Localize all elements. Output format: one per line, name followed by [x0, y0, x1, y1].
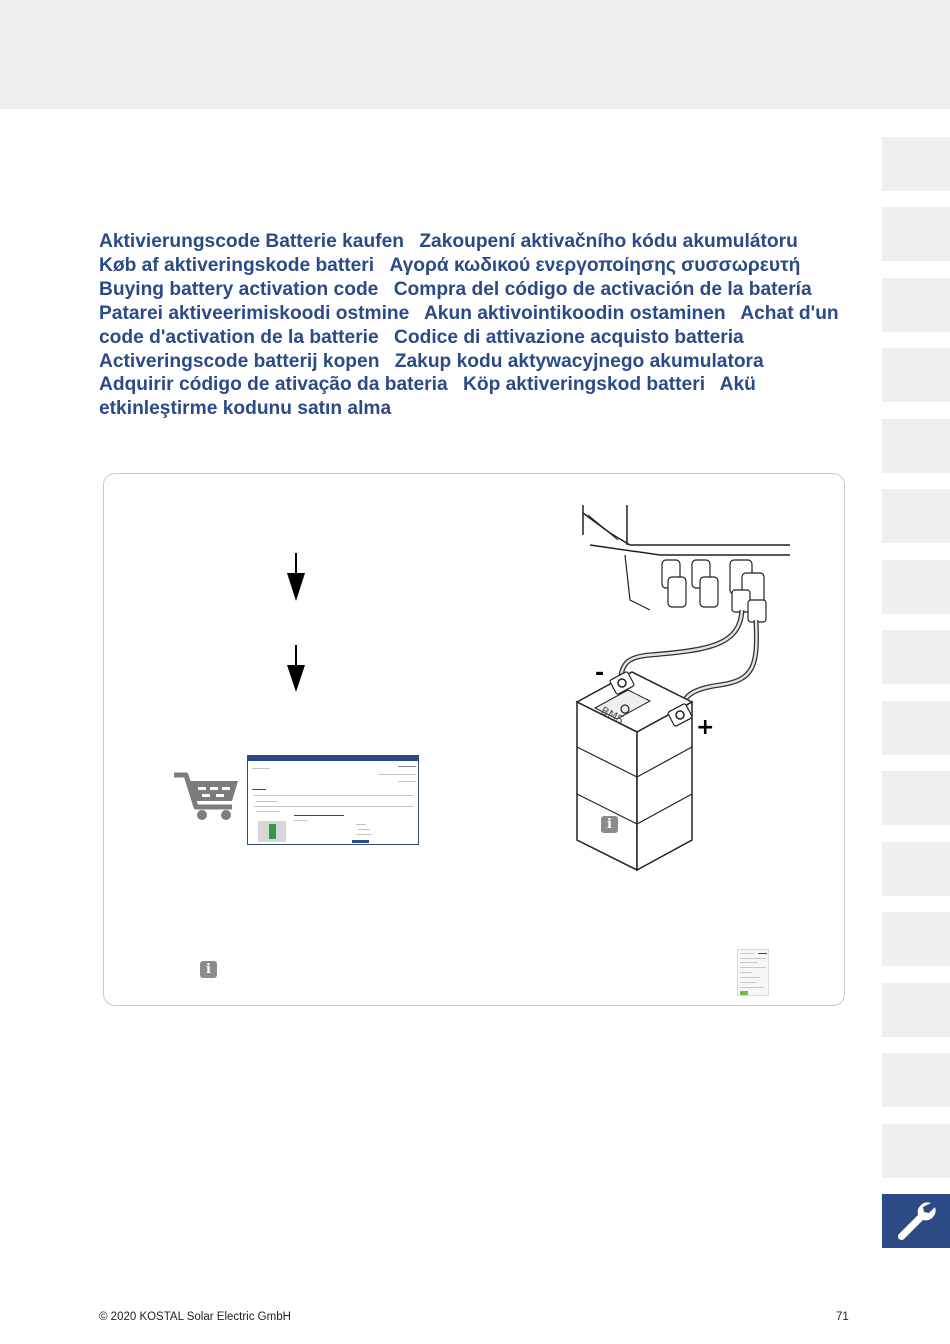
chapter-tab-15[interactable] — [882, 1124, 950, 1178]
chapter-tab-5[interactable] — [882, 419, 950, 473]
bms-label: BMS — [598, 704, 626, 727]
heading-el: Αγορά κωδικού ενεργοποίησης συσσωρευτή — [389, 254, 801, 276]
webshop-screenshot[interactable] — [247, 755, 419, 845]
chapter-tab-6[interactable] — [882, 489, 950, 543]
down-arrow-icon — [286, 553, 306, 602]
chapter-tab-1[interactable] — [882, 137, 950, 191]
page-heading — [99, 230, 844, 421]
wrench-icon — [891, 1197, 939, 1245]
chapter-tab-4[interactable] — [882, 348, 950, 402]
heading-fi: Akun aktivointikoodin ostaminen — [423, 302, 726, 324]
heading-en: Buying battery activation code — [99, 278, 379, 300]
heading-da: Køb af aktiveringskode batteri — [99, 254, 375, 276]
chapter-tab-14[interactable] — [882, 1053, 950, 1107]
chapter-tab-12[interactable] — [882, 912, 950, 966]
page-number: 71 — [836, 1311, 849, 1323]
chapter-tab-9[interactable] — [882, 701, 950, 755]
chapter-tab-2[interactable] — [882, 207, 950, 261]
heading-nl: Activeringscode batterij kopen — [99, 350, 380, 372]
chapter-tab-13[interactable] — [882, 983, 950, 1037]
webshop-header-bar — [248, 756, 418, 761]
chapter-tab-11[interactable] — [882, 842, 950, 896]
heading-sv: Köp aktiveringskod batteri — [463, 374, 706, 396]
info-icon: i — [601, 816, 618, 833]
chapter-tab-7[interactable] — [882, 560, 950, 614]
minus-label: - — [595, 661, 605, 686]
heading-pt: Adquirir código de ativação da bateria — [99, 374, 448, 396]
down-arrow-icon — [286, 645, 306, 693]
plus-label: + — [696, 715, 715, 740]
heading-it: Codice di attivazione acquisto batteria — [394, 326, 744, 348]
heading-es: Compra del código de activación de la batería — [393, 278, 812, 300]
footer-copyright: © 2020 KOSTAL Solar Electric GmbH — [99, 1311, 291, 1323]
heading-fr: Achat d'un code d'activation de la batterie — [99, 302, 839, 348]
shopping-cart-icon — [172, 771, 240, 821]
chapter-tab-3[interactable] — [882, 278, 950, 332]
product-thumbnail — [258, 821, 286, 842]
heading-de: Aktivierungscode Batterie kaufen — [99, 231, 404, 252]
info-icon: i — [200, 961, 217, 978]
chapter-tab-8[interactable] — [882, 630, 950, 684]
header-band — [0, 0, 950, 109]
heading-pl: Zakup kodu aktywacyjnego akumulatora — [394, 350, 764, 372]
chapter-tab-maintenance[interactable] — [882, 1194, 950, 1248]
document-thumbnail[interactable] — [737, 949, 769, 996]
webshop-buy-button — [352, 840, 369, 843]
heading-cs: Zakoupení aktivačního kódu akumulátoru — [419, 231, 798, 252]
heading-tr: Akü etkinleştirme kodunu satın alma — [99, 374, 756, 420]
chapter-tab-10[interactable] — [882, 771, 950, 825]
heading-et: Patarei aktiveerimiskoodi ostmine — [99, 302, 410, 324]
